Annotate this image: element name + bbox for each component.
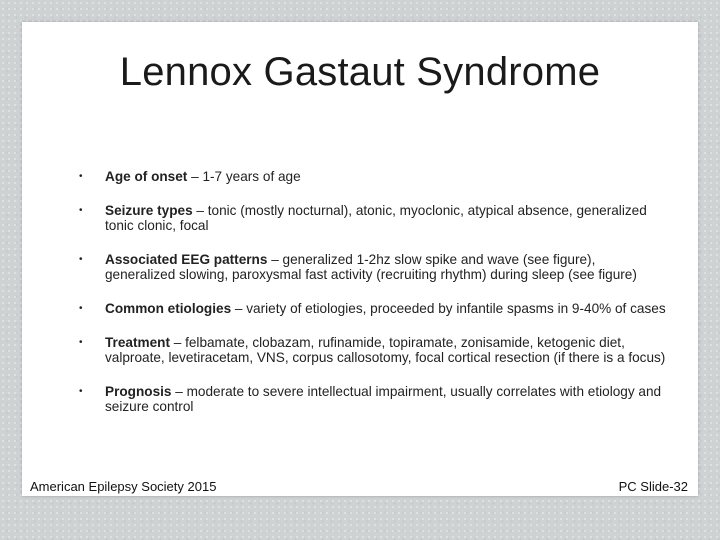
bullet-term: Associated EEG patterns [105, 252, 268, 267]
bullet-text: – moderate to severe intellectual impairment, usually correlates with etiology and seizure control [105, 384, 662, 414]
bullet-eeg-patterns [79, 252, 669, 282]
bullet-dot-icon: • [79, 386, 83, 397]
bullet-dot-icon: • [79, 303, 83, 314]
bullet-treatment [79, 335, 669, 365]
bullet-seizure-types [79, 203, 669, 233]
bullet-dot-icon: • [79, 254, 83, 265]
bullet-text: – generalized 1-2hz slow spike and wave (see figure), generalized slowing, paroxysmal fast activity (recruiting rhythm) during sleep (see figure) [105, 252, 637, 282]
bullet-prognosis [79, 384, 669, 414]
slide [22, 22, 698, 496]
bullet-dot-icon: • [79, 171, 83, 182]
footer-organization: American Epilepsy Society 2015 [30, 479, 217, 494]
bullet-list [79, 169, 669, 414]
bullet-text: – felbamate, clobazam, rufinamide, topiramate, zonisamide, ketogenic diet, valproate, levetiracetam, VNS, corpus callosotomy, focal cortical resection (if there is a focus) [105, 335, 666, 365]
footer-slide-number: PC Slide-32 [618, 479, 688, 494]
bullet-age-of-onset [79, 169, 669, 184]
slide-title: Lennox Gastaut Syndrome [119, 50, 601, 94]
bullet-text: – tonic (mostly nocturnal), atonic, myoclonic, atypical absence, generalized tonic clonic, focal [105, 203, 647, 233]
bullet-term: Seizure types [105, 203, 193, 218]
bullet-text: – 1-7 years of age [187, 169, 301, 184]
bullet-term: Prognosis [105, 384, 172, 399]
bullet-common-etiologies [79, 301, 669, 316]
bullet-dot-icon: • [79, 337, 83, 348]
bullet-term: Treatment [105, 335, 170, 350]
bullet-term: Age of onset [105, 169, 188, 184]
bullet-dot-icon: • [79, 205, 83, 216]
bullet-text: – variety of etiologies, proceeded by infantile spasms in 9-40% of cases [231, 301, 666, 316]
bullet-term: Common etiologies [105, 301, 232, 316]
